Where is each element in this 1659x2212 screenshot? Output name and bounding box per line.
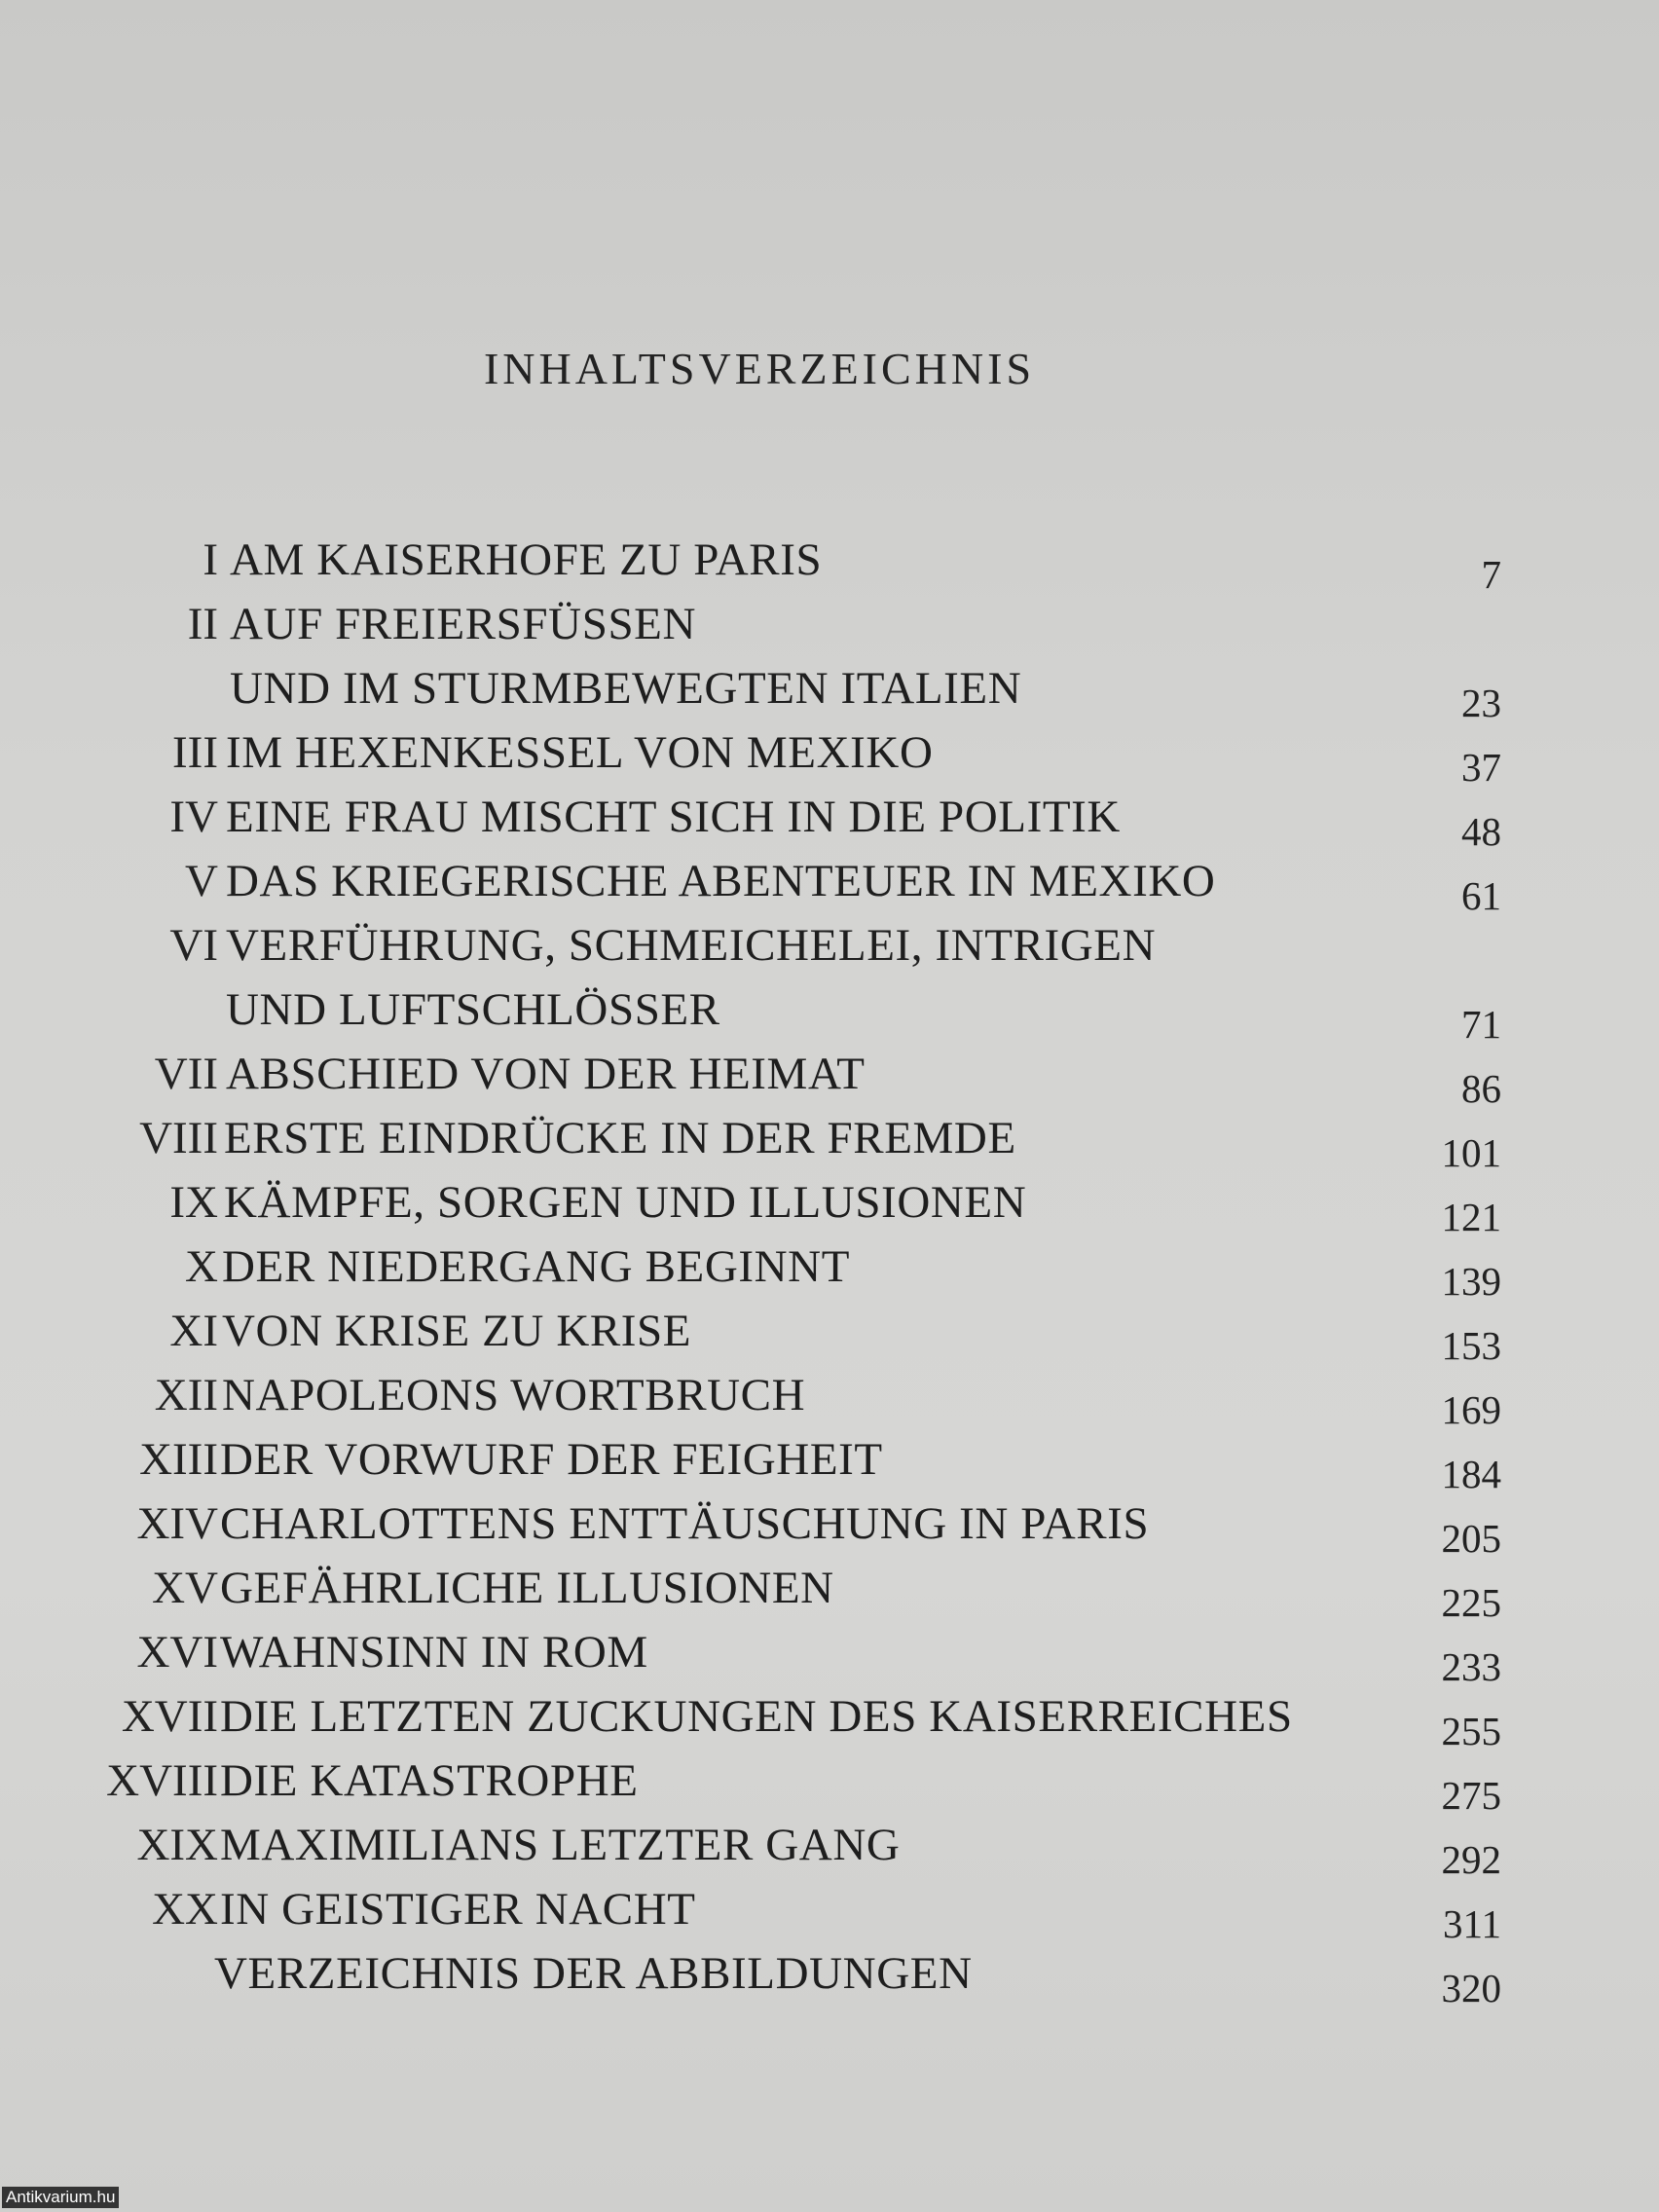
- chapter-number: XV: [152, 1563, 218, 1613]
- chapter-title: IN GEISTIGER NACHT: [220, 1884, 696, 1935]
- chapter-title: AUF FREIERSFÜSSEN: [230, 599, 697, 649]
- chapter-number: XVIII: [106, 1755, 218, 1806]
- page-number: 205: [1441, 1516, 1501, 1561]
- chapter-number: VI: [169, 920, 218, 971]
- watermark-logo: Antikvarium.hu: [2, 2187, 119, 2208]
- chapter-title: NAPOLEONS WORTBRUCH: [222, 1370, 806, 1420]
- chapter-number: XIII: [139, 1434, 218, 1485]
- chapter-number: II: [187, 599, 218, 649]
- page-number: 184: [1441, 1452, 1501, 1496]
- chapter-number: IX: [169, 1177, 218, 1228]
- chapter-title: VON KRISE ZU KRISE: [222, 1306, 692, 1356]
- page-number: 311: [1443, 1901, 1501, 1946]
- chapter-title: DER NIEDERGANG BEGINNT: [222, 1241, 851, 1292]
- page-number: 255: [1441, 1709, 1501, 1753]
- page-number: 169: [1441, 1387, 1501, 1432]
- chapter-title: UND LUFTSCHLÖSSER: [226, 984, 720, 1035]
- page-number: 233: [1441, 1644, 1501, 1689]
- chapter-number: VII: [154, 1049, 218, 1099]
- chapter-title: DER VORWURF DER FEIGHEIT: [220, 1434, 883, 1485]
- chapter-title: ABSCHIED VON DER HEIMAT: [226, 1049, 866, 1099]
- chapter-title: CHARLOTTENS ENTTÄUSCHUNG IN PARIS: [220, 1498, 1150, 1549]
- chapter-title: GEFÄHRLICHE ILLUSIONEN: [220, 1563, 834, 1613]
- chapter-number: IV: [169, 792, 218, 842]
- chapter-title: DIE LETZTEN ZUCKUNGEN DES KAISERREICHES: [220, 1691, 1293, 1742]
- chapter-number: XVI: [136, 1627, 218, 1677]
- chapter-title: AM KAISERHOFE ZU PARIS: [230, 535, 823, 585]
- page-number: 86: [1461, 1066, 1501, 1111]
- chapter-title: EINE FRAU MISCHT SICH IN DIE POLITIK: [226, 792, 1121, 842]
- chapter-number: XIV: [136, 1498, 218, 1549]
- chapter-number: I: [203, 535, 218, 585]
- chapter-title: DAS KRIEGERISCHE ABENTEUER IN MEXIKO: [226, 856, 1216, 906]
- chapter-title: VERFÜHRUNG, SCHMEICHELEI, INTRIGEN: [226, 920, 1157, 971]
- page-number: 37: [1461, 745, 1501, 790]
- page-number: 225: [1441, 1580, 1501, 1625]
- chapter-number: XX: [152, 1884, 218, 1935]
- page-title: INHALTSVERZEICHNIS: [483, 344, 1036, 393]
- page-number: 101: [1441, 1130, 1501, 1175]
- chapter-number: VIII: [139, 1113, 218, 1163]
- page-number: 61: [1461, 873, 1501, 918]
- page-number: 320: [1441, 1966, 1501, 2010]
- chapter-number: XII: [154, 1370, 218, 1420]
- chapter-title: WAHNSINN IN ROM: [220, 1627, 648, 1677]
- chapter-number: XVII: [121, 1691, 218, 1742]
- chapter-title: IM HEXENKESSEL VON MEXIKO: [226, 727, 934, 778]
- chapter-number: XIX: [136, 1820, 218, 1870]
- page-number: 275: [1441, 1773, 1501, 1818]
- chapter-number: III: [172, 727, 218, 778]
- page-number: 48: [1461, 809, 1501, 854]
- page-number: 121: [1441, 1195, 1501, 1239]
- page-number: 7: [1481, 552, 1501, 597]
- chapter-number: X: [185, 1241, 218, 1292]
- chapter-title: KÄMPFE, SORGEN UND ILLUSIONEN: [224, 1177, 1027, 1228]
- chapter-title: UND IM STURMBEWEGTEN ITALIEN: [230, 663, 1022, 714]
- chapter-title: ERSTE EINDRÜCKE IN DER FREMDE: [224, 1113, 1016, 1163]
- page-number: 292: [1441, 1837, 1501, 1882]
- chapter-title: MAXIMILIANS LETZTER GANG: [220, 1820, 901, 1870]
- page-number: 23: [1461, 681, 1501, 725]
- chapter-title: DIE KATASTROPHE: [220, 1755, 639, 1806]
- page-number: 139: [1441, 1259, 1501, 1304]
- chapter-number: V: [185, 856, 218, 906]
- page-number: 153: [1441, 1323, 1501, 1368]
- page-number: 71: [1461, 1002, 1501, 1047]
- chapter-title: VERZEICHNIS DER ABBILDUNGEN: [214, 1948, 973, 1999]
- chapter-number: XI: [169, 1306, 218, 1356]
